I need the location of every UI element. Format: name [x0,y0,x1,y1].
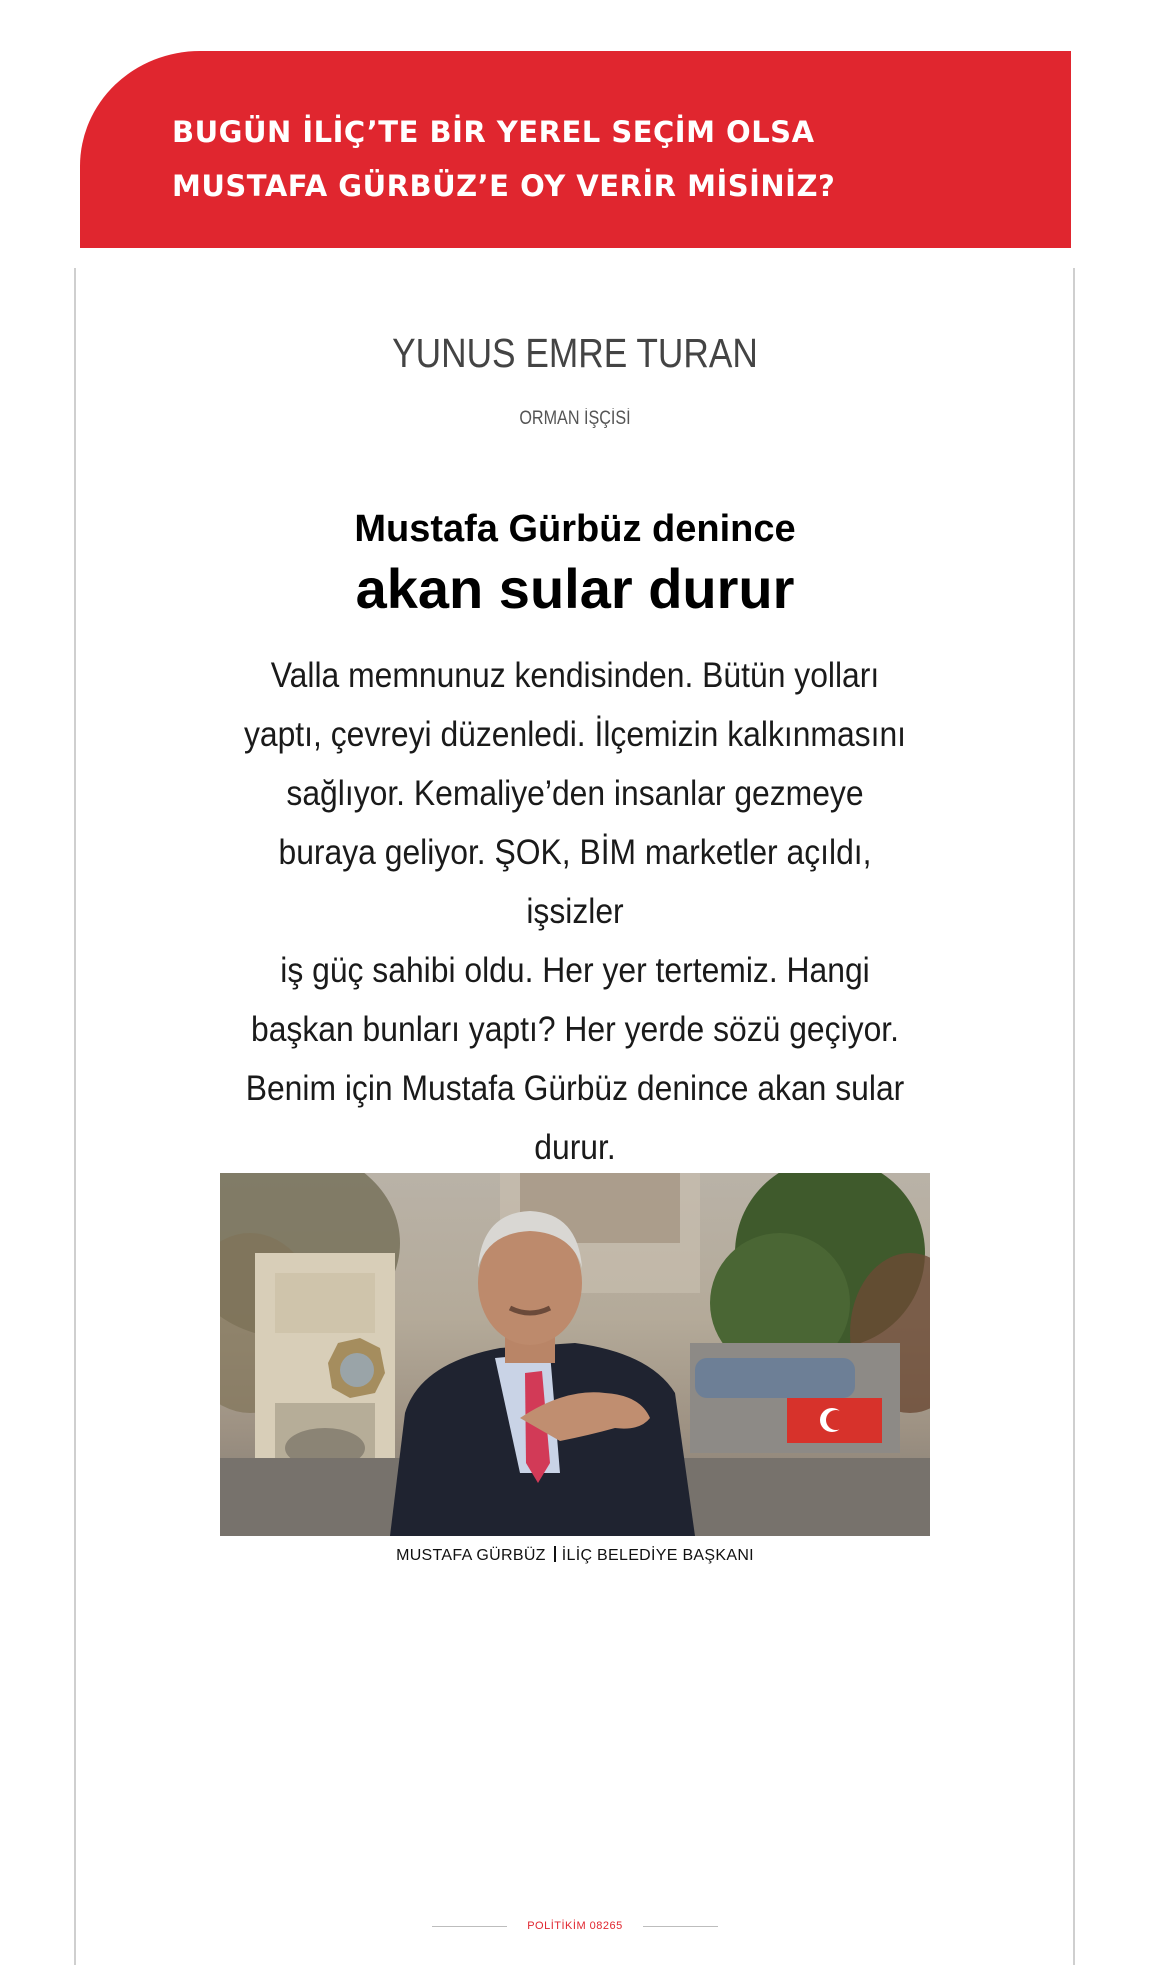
footer-rule-left [432,1926,507,1927]
quote-line: yaptı, çevreyi düzenledi. İlçemizin kalkınmasını [243,715,907,754]
photo-caption [0,1546,1150,1565]
footer-rule-right [643,1926,718,1927]
caption-separator [554,1546,556,1562]
quote-line: başkan bunları yaptı? Her yerde sözü geçiyor. [250,1010,899,1049]
footer [0,1920,1150,1932]
quote-body [229,646,921,1177]
quote-line: sağlıyor. Kemaliye’den insanlar gezmeye [286,774,864,813]
caption-name: MUSTAFA GÜRBÜZ [396,1547,546,1564]
quote-headline [0,503,1150,623]
headline-line-1: Mustafa Gürbüz denince [354,508,796,550]
quote-line: buraya geliyor. ŞOK, BİM marketler açıldı, işsizler [278,833,872,931]
quote-line: Benim için Mustafa Gürbüz denince akan sular [245,1069,905,1108]
survey-question-line-1: BUGÜN İLİÇ’TE BİR YEREL SEÇİM OLSA [172,115,815,149]
respondent-name: YUNUS EMRE TURAN [392,330,758,376]
caption-title: İLİÇ BELEDİYE BAŞKANI [561,1547,754,1564]
quote-line: durur. [534,1128,616,1167]
footer-label: POLİTİKİM 08265 [527,1920,623,1932]
survey-question-line-2: MUSTAFA GÜRBÜZ’E OY VERİR MİSİNİZ? [172,169,836,203]
respondent-occupation: ORMAN İŞÇİSİ [519,408,631,429]
headline-line-2: akan sular durur [355,557,795,620]
quote-line: iş güç sahibi oldu. Her yer tertemiz. Hangi [280,951,870,990]
mayor-photo [220,1173,930,1536]
survey-question [172,105,1032,213]
quote-line: Valla memnunuz kendisinden. Bütün yolları [270,656,880,695]
